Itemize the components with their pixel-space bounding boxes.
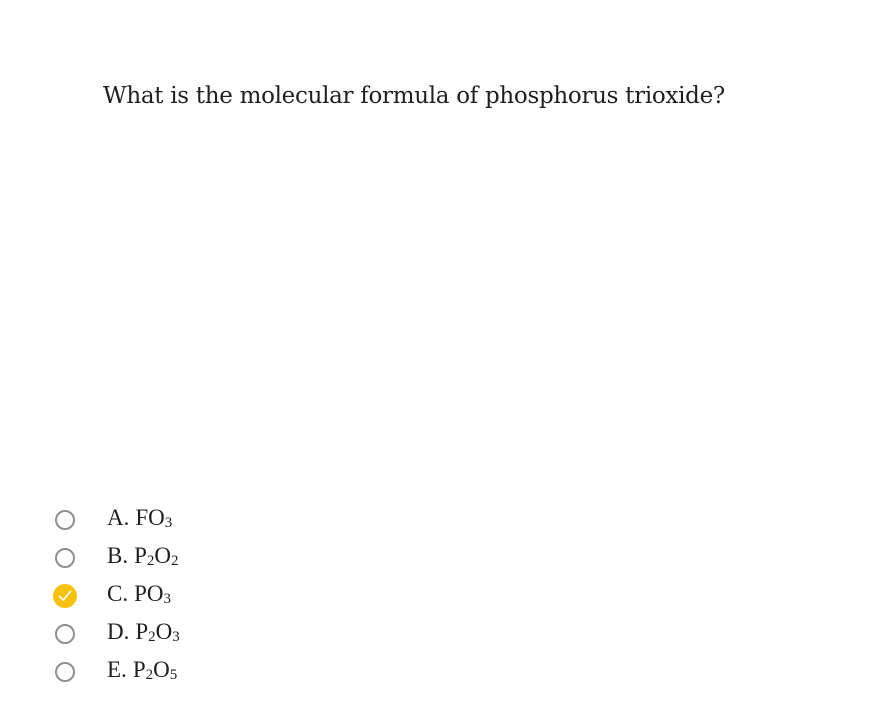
option-c[interactable]	[0, 578, 400, 616]
option-b[interactable]	[0, 540, 400, 578]
option-a[interactable]	[0, 502, 400, 540]
formula-subscript: 2	[148, 629, 156, 645]
option-d-label	[107, 619, 180, 645]
option-letter: D.	[107, 619, 130, 644]
formula-element: O	[153, 657, 170, 682]
formula-subscript: 3	[172, 629, 180, 645]
radio-empty-icon[interactable]	[55, 624, 75, 644]
checkmark-glyph	[58, 590, 72, 602]
formula-subscript: 2	[145, 667, 154, 683]
option-formula	[133, 657, 177, 682]
formula-element: P	[134, 543, 147, 568]
option-letter: A.	[107, 505, 130, 530]
formula-subscript: 3	[164, 515, 173, 531]
question-text: What is the molecular formula of phosphorus trioxide?	[103, 83, 725, 109]
option-b-label	[107, 543, 179, 569]
option-formula	[134, 543, 178, 568]
option-c-label	[107, 581, 171, 607]
option-formula	[134, 581, 171, 606]
option-d[interactable]	[0, 616, 400, 654]
option-letter: E.	[107, 657, 127, 682]
formula-element: P	[135, 619, 149, 644]
check-icon[interactable]	[53, 584, 77, 608]
radio-empty-icon[interactable]	[55, 548, 75, 568]
option-letter: C.	[107, 581, 129, 606]
formula-subscript: 5	[169, 667, 178, 683]
formula-element: P	[132, 657, 146, 682]
formula-subscript: 2	[146, 553, 155, 569]
formula-element: O	[154, 543, 172, 568]
option-a-label	[107, 505, 172, 531]
option-formula	[135, 619, 179, 644]
radio-empty-icon[interactable]	[55, 662, 75, 682]
formula-subscript: 3	[163, 591, 171, 607]
formula-subscript: 2	[171, 553, 179, 569]
radio-empty-icon[interactable]	[55, 510, 75, 530]
option-e-label	[107, 657, 177, 683]
formula-element: O	[155, 619, 173, 644]
option-letter: B.	[107, 543, 129, 568]
option-e[interactable]	[0, 654, 400, 692]
option-formula	[135, 505, 172, 530]
formula-element: PO	[134, 581, 164, 606]
formula-element: FO	[135, 505, 165, 530]
